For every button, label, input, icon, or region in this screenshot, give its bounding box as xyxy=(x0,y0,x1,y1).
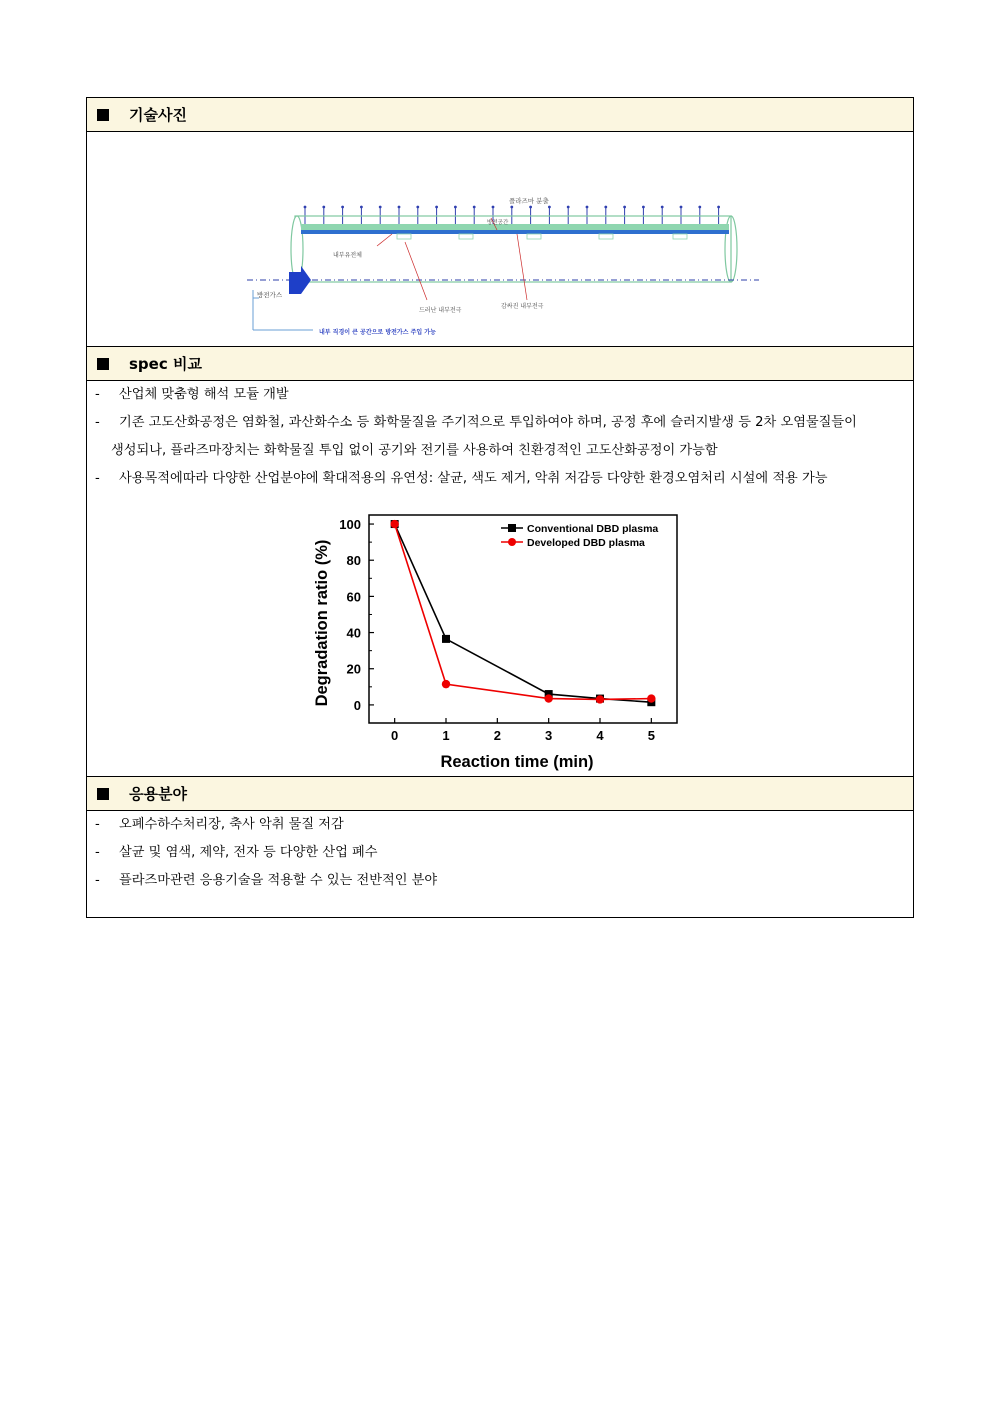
list-item: - 오폐수하수처리장, 축사 악취 물질 저감 xyxy=(95,817,344,832)
spec-panel xyxy=(87,381,913,777)
application-list xyxy=(87,811,913,895)
leader-line xyxy=(377,234,392,246)
y-tick-label: 40 xyxy=(346,625,361,641)
inner-dielectric-bar xyxy=(301,224,729,230)
data-point xyxy=(544,694,552,702)
pin-head xyxy=(473,206,476,209)
series-line xyxy=(395,524,652,702)
pin-head xyxy=(454,206,457,209)
data-point xyxy=(596,695,604,703)
square-bullet-icon xyxy=(97,109,109,121)
y-tick-label: 60 xyxy=(346,589,361,605)
pin-head xyxy=(642,206,645,209)
y-tick-label: 0 xyxy=(353,697,361,713)
pin-head xyxy=(661,206,664,209)
pin-head xyxy=(717,206,720,209)
section-header-photo xyxy=(87,98,913,132)
pin-head xyxy=(604,206,607,209)
pin-head xyxy=(322,206,325,209)
x-tick-label: 5 xyxy=(647,728,655,743)
label-covered-inner-electrode: 감싸진 내부전극 xyxy=(501,303,544,310)
legend-marker xyxy=(508,538,516,546)
pin-head xyxy=(304,206,307,209)
x-tick-label: 0 xyxy=(391,728,399,743)
pin-head xyxy=(435,206,438,209)
list-item: - 살균 및 염색, 제약, 전자 등 다양한 산업 폐수 xyxy=(95,845,378,860)
electrode-bump xyxy=(397,234,411,239)
list-item: - 기존 고도산화공정은 염화철, 과산화수소 등 화학물질을 주기적으로 투입하여야 하며, 공정 후에 슬러지발생 등 2차 오염물질들이 xyxy=(95,415,857,430)
pin-head xyxy=(623,206,626,209)
pin-head xyxy=(698,206,701,209)
x-tick-label: 2 xyxy=(493,728,501,743)
list-item-continuation: 생성되나, 플라즈마장치는 화학물질 투입 없이 공기와 전기를 사용하여 친환경적인 고도산화공정이 가능함 xyxy=(111,443,718,458)
degradation-chart xyxy=(309,505,689,779)
square-bullet-icon xyxy=(97,788,109,800)
leader-line xyxy=(517,234,527,300)
y-tick-label: 100 xyxy=(339,517,361,533)
plasma-tube-diagram xyxy=(87,132,913,346)
legend-label: Conventional DBD plasma xyxy=(527,523,659,535)
pin-head xyxy=(586,206,589,209)
y-tick-label: 80 xyxy=(346,553,361,569)
inner-electrode-bar xyxy=(301,230,729,234)
electrode-bump xyxy=(527,234,541,239)
x-tick-label: 4 xyxy=(596,728,604,743)
application-panel xyxy=(87,811,913,917)
data-point xyxy=(647,694,655,702)
square-bullet-icon xyxy=(97,358,109,370)
label-discharge-gas: 방전가스 xyxy=(257,291,283,299)
pin-head xyxy=(680,206,683,209)
section-title-app: 응용분야 xyxy=(129,785,187,803)
pin-head xyxy=(341,206,344,209)
degradation-chart-svg xyxy=(309,505,689,775)
pin-head xyxy=(510,206,513,209)
data-point xyxy=(390,520,398,528)
technology-sheet xyxy=(86,97,914,918)
pin-head xyxy=(398,206,401,209)
data-point xyxy=(442,680,450,688)
list-item: - 산업체 맞춤형 해석 모듈 개발 xyxy=(95,387,289,402)
legend-marker xyxy=(508,524,516,532)
leader-line xyxy=(405,242,427,300)
label-inner-dielectric: 내부유전체 xyxy=(333,252,362,259)
diagram-caption: 내부 직경이 큰 공간으로 방전가스 주입 가능 xyxy=(319,329,436,336)
section-header-app xyxy=(87,777,913,811)
label-plasma-spray: 플라즈마 분출 xyxy=(509,197,549,205)
spec-list xyxy=(87,381,913,493)
pin-head xyxy=(492,206,495,209)
list-item: - 사용목적에따라 다양한 산업분야에 확대적용의 유연성: 살균, 색도 제거, 악취 저감등 다양한 환경오염처리 시설에 적용 가능 xyxy=(95,471,828,486)
electrode-bump xyxy=(459,234,473,239)
electrode-bump xyxy=(599,234,613,239)
legend-label: Developed DBD plasma xyxy=(527,537,645,549)
pin-head xyxy=(416,206,419,209)
pin-head xyxy=(529,206,532,209)
pin-head xyxy=(548,206,551,209)
chart-ylabel: Degradation ratio (%) xyxy=(313,539,331,707)
list-item: - 플라즈마관련 응용기술을 적용할 수 있는 전반적인 분야 xyxy=(95,873,438,888)
section-title-spec: spec 비교 xyxy=(129,355,202,373)
electrode-bump xyxy=(673,234,687,239)
pin-head xyxy=(567,206,570,209)
electrode-bumps xyxy=(397,234,687,239)
label-exposed-inner-electrode: 드러난 내부전극 xyxy=(419,307,462,314)
y-tick-label: 20 xyxy=(346,661,361,677)
label-discharge-space: 방전공간 xyxy=(487,220,509,226)
data-point xyxy=(442,635,450,643)
tech-photo-panel xyxy=(87,132,913,347)
pin-head xyxy=(360,206,363,209)
section-title-photo: 기술사진 xyxy=(129,106,187,124)
chart-xlabel: Reaction time (min) xyxy=(440,753,594,771)
x-tick-label: 1 xyxy=(442,728,450,743)
pin-head xyxy=(379,206,382,209)
section-header-spec xyxy=(87,347,913,381)
x-tick-label: 3 xyxy=(545,728,553,743)
